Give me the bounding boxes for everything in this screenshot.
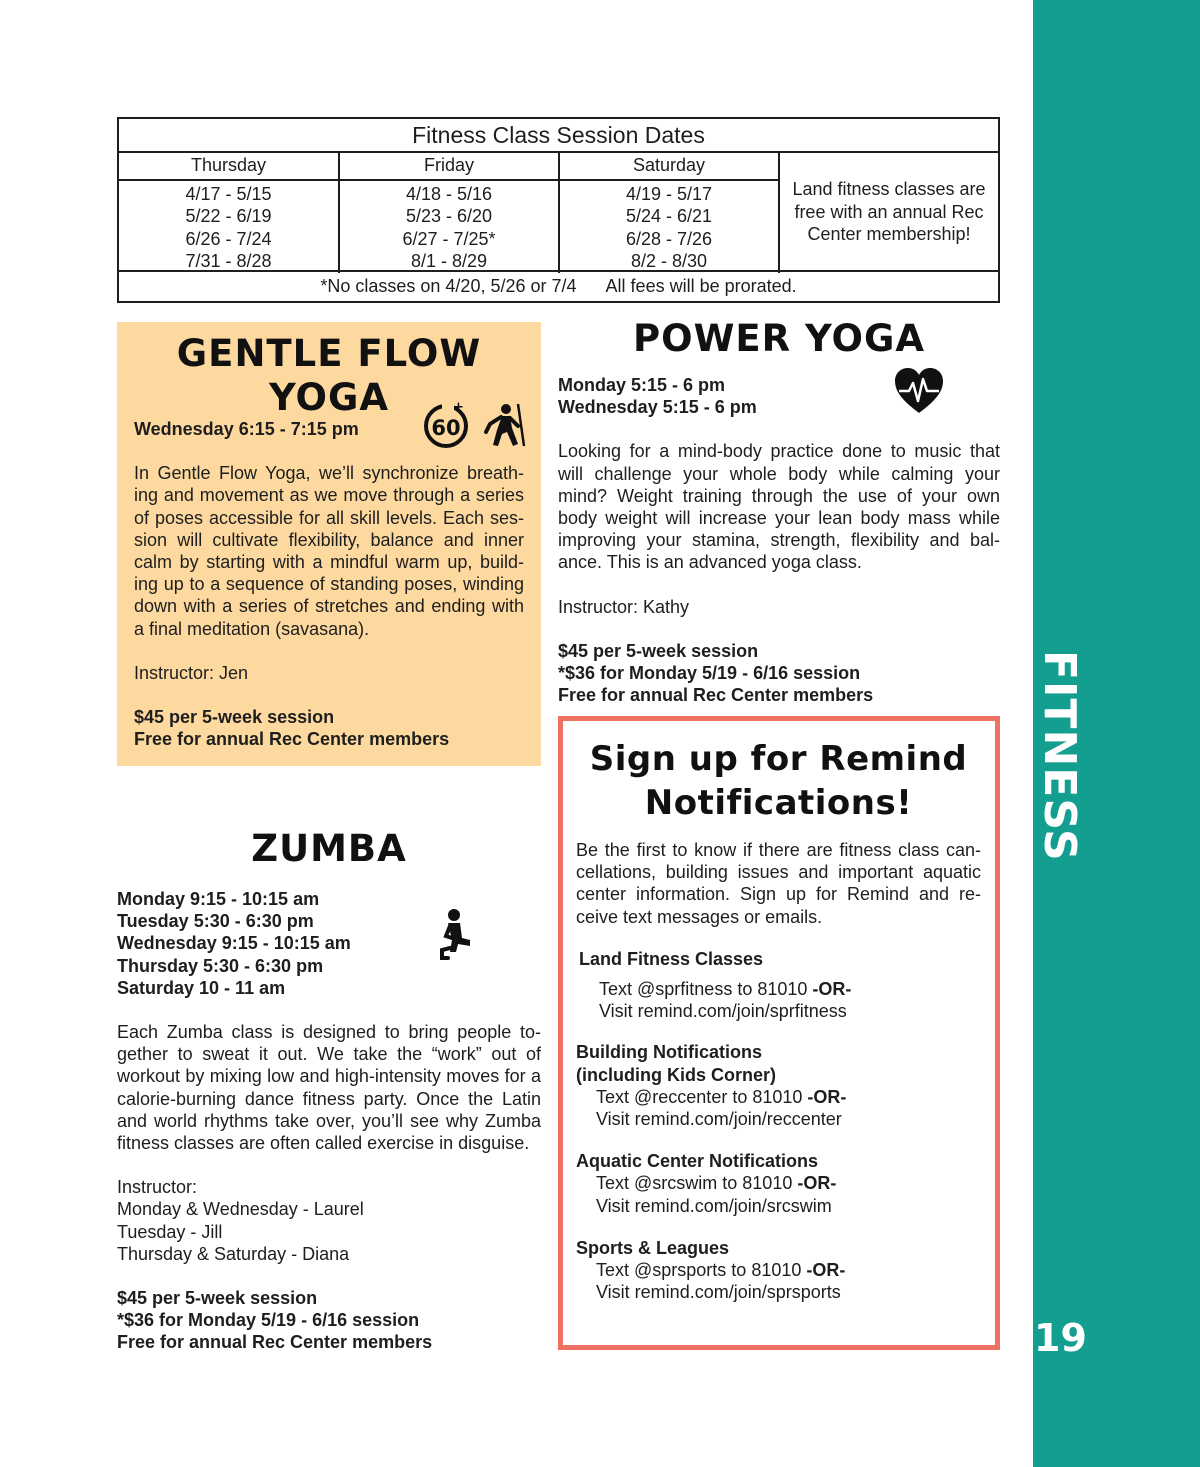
class-description: Looking for a mind-body practice done to music that will challenge your whole body while calming your mind? Weight training through the use of your own body weight will increase your lean body mass while improving your stamina, strength, flexibility and bal-ance. This is an advanced yoga class. — [558, 441, 1000, 573]
class-price: $45 per 5-week session — [117, 1288, 318, 1309]
class-title: ZUMBA — [251, 827, 407, 870]
session-dates-table — [117, 117, 1000, 303]
class-price: $45 per 5-week session — [558, 640, 759, 661]
class-instructor: Instructor: Kathy — [558, 596, 690, 617]
class-time: Wednesday 6:15 - 7:15 pm — [134, 419, 359, 439]
member-price: Free for annual Rec Center members — [558, 685, 874, 706]
date-range: 5/23 - 6/20 — [405, 206, 493, 227]
plus-60-badge-icon — [420, 398, 472, 448]
date-range: 4/19 - 5/17 — [625, 184, 713, 204]
class-time: Wednesday 9:15 - 10:15 am — [117, 933, 351, 954]
remind-signup-box — [558, 716, 1000, 1350]
class-time: Thursday 5:30 - 6:30 pm — [117, 955, 324, 976]
date-range: 8/2 - 8/30 — [630, 251, 708, 272]
visit-instruction: Visit remind.com/join/srcswim — [596, 1195, 832, 1216]
text-instruction: Text @sprfitness to 81010 -OR- — [599, 979, 852, 1000]
group-heading: Aquatic Center Notifications — [576, 1151, 819, 1172]
class-description: In Gentle Flow Yoga, we’ll synchronize breath-ing and movement as we move through a series of poses accessible for all skill levels. Each ses-sion will cultivate flexibility, balance and inner calm by starting with a mindful warm up, build-ing up to a sequence of standing poses, winding down with a series of stretches and ending with a final meditation (savasana). — [134, 463, 524, 639]
kneeling-person-icon — [438, 908, 472, 960]
group-heading: (including Kids Corner) — [576, 1064, 776, 1085]
class-time: Monday 5:15 - 6 pm — [558, 375, 726, 395]
class-time: Saturday 10 - 11 am — [117, 977, 286, 998]
table-footer — [119, 270, 998, 301]
class-instructor: Thursday & Saturday - Diana — [117, 1243, 350, 1264]
gentle-flow-yoga-panel — [117, 322, 541, 766]
date-range: 4/17 - 5/15 — [185, 184, 272, 204]
member-price: Free for annual Rec Center members — [134, 729, 450, 750]
class-instructor: Instructor: Jen — [134, 662, 249, 683]
class-time: Tuesday 5:30 - 6:30 pm — [117, 911, 314, 932]
column-friday — [340, 151, 560, 273]
date-range: 5/22 - 6/19 — [185, 206, 272, 227]
zumba-section — [117, 828, 541, 1354]
class-time: Wednesday 5:15 - 6 pm — [558, 397, 757, 418]
column-saturday — [560, 151, 780, 273]
date-range: 8/1 - 8/29 — [410, 251, 488, 272]
date-range: 6/28 - 7/26 — [625, 228, 713, 249]
group-heading: Sports & Leagues — [576, 1237, 730, 1258]
visit-instruction: Visit remind.com/join/sprsports — [596, 1282, 841, 1303]
column-header: Thursday — [119, 151, 338, 181]
prorate-note: All fees will be prorated. — [605, 276, 797, 296]
group-heading: Land Fitness Classes — [579, 948, 764, 969]
membership-note: Land fitness classes are free with an annual Rec Center membership! — [792, 179, 986, 245]
class-title: GENTLE FLOW YOGA — [176, 332, 482, 419]
column-thursday — [119, 151, 340, 273]
class-instructor: Tuesday - Jill — [117, 1221, 223, 1242]
special-price: *$36 for Monday 5/19 - 6/16 session — [558, 663, 861, 684]
visit-instruction: Visit remind.com/join/reccenter — [596, 1109, 842, 1130]
date-range: 6/27 - 7/25* — [402, 228, 496, 249]
svg-text:60: 60 — [431, 416, 461, 440]
date-range: 4/18 - 5/16 — [405, 184, 493, 204]
no-class-note: *No classes on 4/20, 5/26 or 7/4 — [320, 276, 577, 296]
class-title: POWER YOGA — [633, 317, 925, 360]
heart-pulse-icon — [893, 365, 945, 417]
date-range: 5/24 - 6/21 — [625, 206, 713, 227]
instructor-label: Instructor: — [117, 1177, 198, 1198]
class-price: $45 per 5-week session — [134, 707, 335, 728]
special-price: *$36 for Monday 5/19 - 6/16 session — [117, 1310, 420, 1331]
column-header: Saturday — [560, 151, 778, 181]
text-instruction: Text @srcswim to 81010 -OR- — [596, 1173, 837, 1194]
remind-title: Sign up for Remind Notifications! — [589, 739, 968, 823]
text-instruction: Text @sprsports to 81010 -OR- — [596, 1260, 846, 1281]
table-title: Fitness Class Session Dates — [119, 119, 998, 153]
visit-instruction: Visit remind.com/join/sprfitness — [599, 1001, 847, 1022]
group-heading: Building Notifications — [576, 1042, 762, 1063]
remind-intro: Be the first to know if there are fitness class can-cellations, building issues and important aquatic center information. Sign up for Remind and re-ceive text messages or emails. — [576, 840, 981, 927]
class-description: Each Zumba class is designed to bring people to-gether to sweat it out. We take the “work” out of workout by mixing low and high-intensity moves for a calorie-burning dance fitness party. Once the Latin and world rhythms take over, you’ll see why Zumba fitness classes are often called exercise in disguise. — [117, 1022, 541, 1154]
text-instruction: Text @reccenter to 81010 -OR- — [596, 1086, 847, 1107]
column-header: Friday — [340, 151, 558, 181]
date-range: 6/26 - 7/24 — [185, 228, 272, 249]
class-instructor: Monday & Wednesday - Laurel — [117, 1199, 364, 1220]
class-time: Monday 9:15 - 10:15 am — [117, 889, 320, 909]
page-number: 19 — [1034, 1316, 1087, 1360]
member-price: Free for annual Rec Center members — [117, 1332, 433, 1353]
date-range: 7/31 - 8/28 — [185, 251, 272, 272]
svg-text:+: + — [453, 400, 464, 415]
hiker-icon — [482, 402, 526, 448]
